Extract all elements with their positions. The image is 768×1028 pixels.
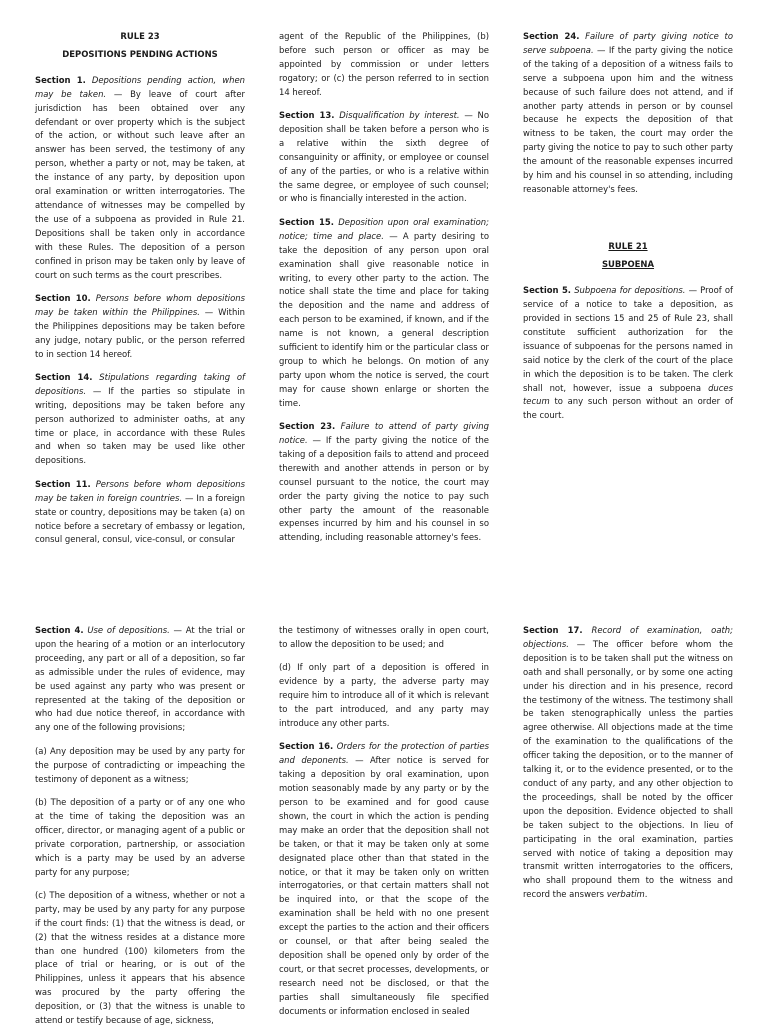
section-number: Section 1. — [35, 74, 86, 85]
section-number: Section 16. — [279, 741, 334, 752]
section-body-tail: to any such person without an order of the court. — [523, 396, 733, 421]
section-number: Section 17. — [523, 625, 583, 635]
section-body: — A party desiring to take the deposition of any person upon oral examination shall give reasonable notice in writing, to every other party to the action. The notice shall state the time and place for taking the deposition and the name and address of each person to be examined, if known, and if the name is not known, a general description sufficient to identify him or the particular class or group to which he belongs. On motion of any party upon whom the notice is served, the court may for cause shown enlarge or shorten the time. — [279, 230, 489, 408]
section-16-paragraph — [279, 740, 489, 1018]
section-body: (b) The deposition of a party or of any one who at the time of taking the deposition was an officer, director, or managing agent of a public or private corporation, partnership, or association which is a party may be used by an adverse party for any purpose; — [35, 796, 245, 877]
section-17-paragraph — [523, 624, 733, 902]
section-body: — Proof of service of a notice to take a deposition, as provided in sections 15 and 25 of Rule 23, shall constitute sufficient authorization for the issuance of subpoenas for the persons named in said notice by the clerk of the court of the place in which the deposition is to be taken. The clerk shall not, however, issue a subpoena — [523, 285, 733, 393]
section-title: Use of depositions. — [87, 625, 170, 635]
section-body: (c) The deposition of a witness, whether or not a party, may be used by any party for any purpose if the court finds: (1) that the witness is dead, or (2) that the witness resides at a distance more than one hundred (100) kilometers from the place of trial or hearing, or is out of the Philippines, unless it appears that his absence was procured by the party offering the deposition, or (3) that the witness is unable to attend or testify because of age, sickness, — [35, 889, 245, 1026]
top-column-2 — [279, 30, 489, 545]
latin-term: duces tecum — [523, 382, 733, 407]
section-title: Failure of party giving notice to serve subpoena. — [523, 31, 733, 55]
bottom-column-3 — [523, 624, 733, 902]
section-number: Section 15. — [279, 216, 334, 227]
rule-21-heading: RULE 21 — [608, 241, 648, 252]
section-13-paragraph — [279, 109, 489, 206]
section-1-paragraph — [35, 74, 245, 283]
section-title: Subpoena for depositions. — [574, 285, 686, 296]
section-24-paragraph — [523, 30, 733, 197]
latin-term: verbatim — [606, 889, 645, 900]
section-14-paragraph — [35, 371, 245, 468]
section-body: — If the party giving the notice of the taking of a deposition of a witness fails to serve a subpoena upon him and the witness because of such failure does not attend, and if another party attends in person or by counsel because he expects the deposition of that witness to be taken, the court may order the party giving the notice to pay to such other party the amount of the reasonable expenses incurred by him and his counsel in so attending, including reasonable attorney's fees. — [523, 44, 733, 194]
section-body: — The officer before whom the deposition is to be taken shall put the witness on oath and shall personally, or by some one acting under his direction and in his presence, record the testimony of the witness. The testimony shall be taken stenographically unless the parties agree otherwise. All objections made at the time of the examination to the qualifications of the officer taking the deposition, or to the manner of talking it, or to the evidence presented, or to the conduct of any party, and any other objection to the proceedings, shall be noted by the officer upon the deposition. Evidence objected to shall be taken subject to the objections. In lieu of participating in the oral examination, parties served with notice of taking a deposition may transmit written interrogatories to the officers, who shall propound them to the witness and record the answers — [523, 638, 733, 900]
section-title: Disqualification by interest. — [339, 110, 460, 121]
section-5-paragraph — [523, 284, 733, 423]
section-title: Stipulations regarding taking of depositions. — [35, 371, 246, 396]
section-body: (a) Any deposition may be used by any party for the purpose of contradicting or impeaching the testimony of deponent as a witness; — [35, 745, 245, 784]
section-body: — In a foreign state or country, depositions may be taken (a) on notice before a secretary of embassy or legation, consul general, consul, vice-consul, or consular — [35, 492, 246, 545]
section-title: Deposition upon oral examination; notice; time and place. — [279, 216, 489, 241]
section-15-paragraph — [279, 216, 489, 411]
bottom-column-2 — [279, 624, 489, 1018]
rule-23-heading: RULE 23 — [120, 31, 160, 41]
section-10-paragraph — [35, 292, 245, 362]
rule-23-subheading: DEPOSITIONS PENDING ACTIONS — [62, 48, 218, 59]
section-number: Section 10. — [35, 292, 91, 303]
section-body-tail: . — [644, 889, 648, 900]
section-number: Section 4. — [35, 625, 84, 635]
continued-paragraph — [279, 624, 489, 652]
section-title: Persons before whom depositions may be taken in foreign countries. — [35, 478, 246, 503]
clause-d-paragraph — [279, 661, 489, 731]
spacer — [523, 206, 733, 240]
section-title: Failure to attend of party giving notice. — [279, 421, 490, 445]
section-body: — No deposition shall be taken before a person who is a relative within the sixth degree of consanguinity or affinity, or employee or counsel of any of the parties, or who is a relative within the same degree, or employee of such counsel; or who is financially interested in the action. — [279, 110, 490, 204]
bottom-column-1 — [35, 624, 245, 1028]
section-body: — At the trial or upon the hearing of a motion or an interlocutory proceeding, any part or all of a deposition, so far as admissible under the rules of evidence, may be used against any party who was present or represented at the taking of the deposition or who had due notice thereof, in accordance with any one of the following provisions; — [35, 625, 245, 733]
section-number: Section 5. — [523, 285, 572, 296]
section-body: the testimony of witnesses orally in open court, to allow the deposition to be used; and — [279, 625, 489, 649]
section-title: Depositions pending action, when may be taken. — [35, 74, 245, 99]
section-body: (d) If only part of a deposition is offered in evidence by a party, the adverse party may require him to introduce all of it which is relevant to the part introduced, and any party may introduce any other parts. — [279, 662, 489, 728]
section-number: Section 11. — [35, 478, 91, 489]
section-number: Section 13. — [279, 110, 335, 121]
section-title: Orders for the protection of parties and deponents. — [279, 741, 489, 766]
section-number: Section 14. — [35, 371, 93, 382]
section-body: — Within the Philippines depositions may be taken before any judge, notary public, or the person referred to in section 14 hereof. — [35, 306, 245, 359]
section-4-paragraph — [35, 624, 245, 735]
section-body: — By leave of court after jurisdiction has been obtained over any defendant or over property which is the subject of the action, or without such leave after an answer has been served, the testimony of any person, whether a party or not, may be taken, at the instance of any party, by deposition upon oral examination or written interrogatories. The attendance of witnesses may be compelled by the use of a subpoena as provided in Rule 21. Depositions shall be taken only in accordance with these Rules. The deposition of a person confined in prison may be taken only by leave of court on such terms as the court prescribes. — [35, 88, 245, 280]
continued-paragraph — [279, 30, 489, 100]
section-body: — After notice is served for taking a deposition by oral examination, upon motion seasonably made by any party or by the person to be examined and for good cause shown, the court in which the action is pending may make an order that the deposition shall not be taken, or that it may be taken only at some designated place other than that stated in the notice, or that it may be taken only on written interrogatories, or that certain matters shall not be inquired into, or that the scope of the examination shall be held with no one present except the parties to the action and their officers or counsel, or that after being sealed the deposition shall be opened only by order of the court, or that secret processes, developments, or research need not be disclosed, or that the parties shall simultaneously file specified documents or information enclosed in sealed — [279, 755, 489, 1016]
section-23-paragraph — [279, 420, 489, 545]
clause-b-paragraph — [35, 796, 245, 879]
clause-c-paragraph — [35, 889, 245, 1028]
section-body: — If the party giving the notice of the taking of a deposition fails to attend and proceed therewith and another attends in person or by counsel pursuant to the notice, the court may order the party giving the notice to pay such other party the amount of the reasonable expenses incurred by him and his counsel in so attending, including reasonable attorney's fees. — [279, 434, 489, 543]
top-column-1 — [35, 30, 245, 547]
section-number: Section 24. — [523, 31, 580, 41]
top-column-3 — [523, 30, 733, 423]
clause-a-paragraph — [35, 745, 245, 787]
section-11-paragraph — [35, 478, 245, 548]
section-number: Section 23. — [279, 421, 336, 432]
rule-21-subheading: SUBPOENA — [601, 259, 655, 270]
section-body: — If the parties so stipulate in writing, depositions may be taken before any person authorized to administer oaths, at any time or place, in accordance with these Rules and when so taken may be used like other depositions. — [35, 385, 245, 466]
section-body: agent of the Republic of the Philippines, (b) before such person or officer as may be appointed by commission or under letters rogatory; or (c) the person referred to in section 14 hereof. — [279, 31, 489, 97]
section-title: Record of examination, oath; objections. — [523, 625, 733, 649]
section-title: Persons before whom depositions may be taken within the Philippines. — [35, 292, 246, 317]
